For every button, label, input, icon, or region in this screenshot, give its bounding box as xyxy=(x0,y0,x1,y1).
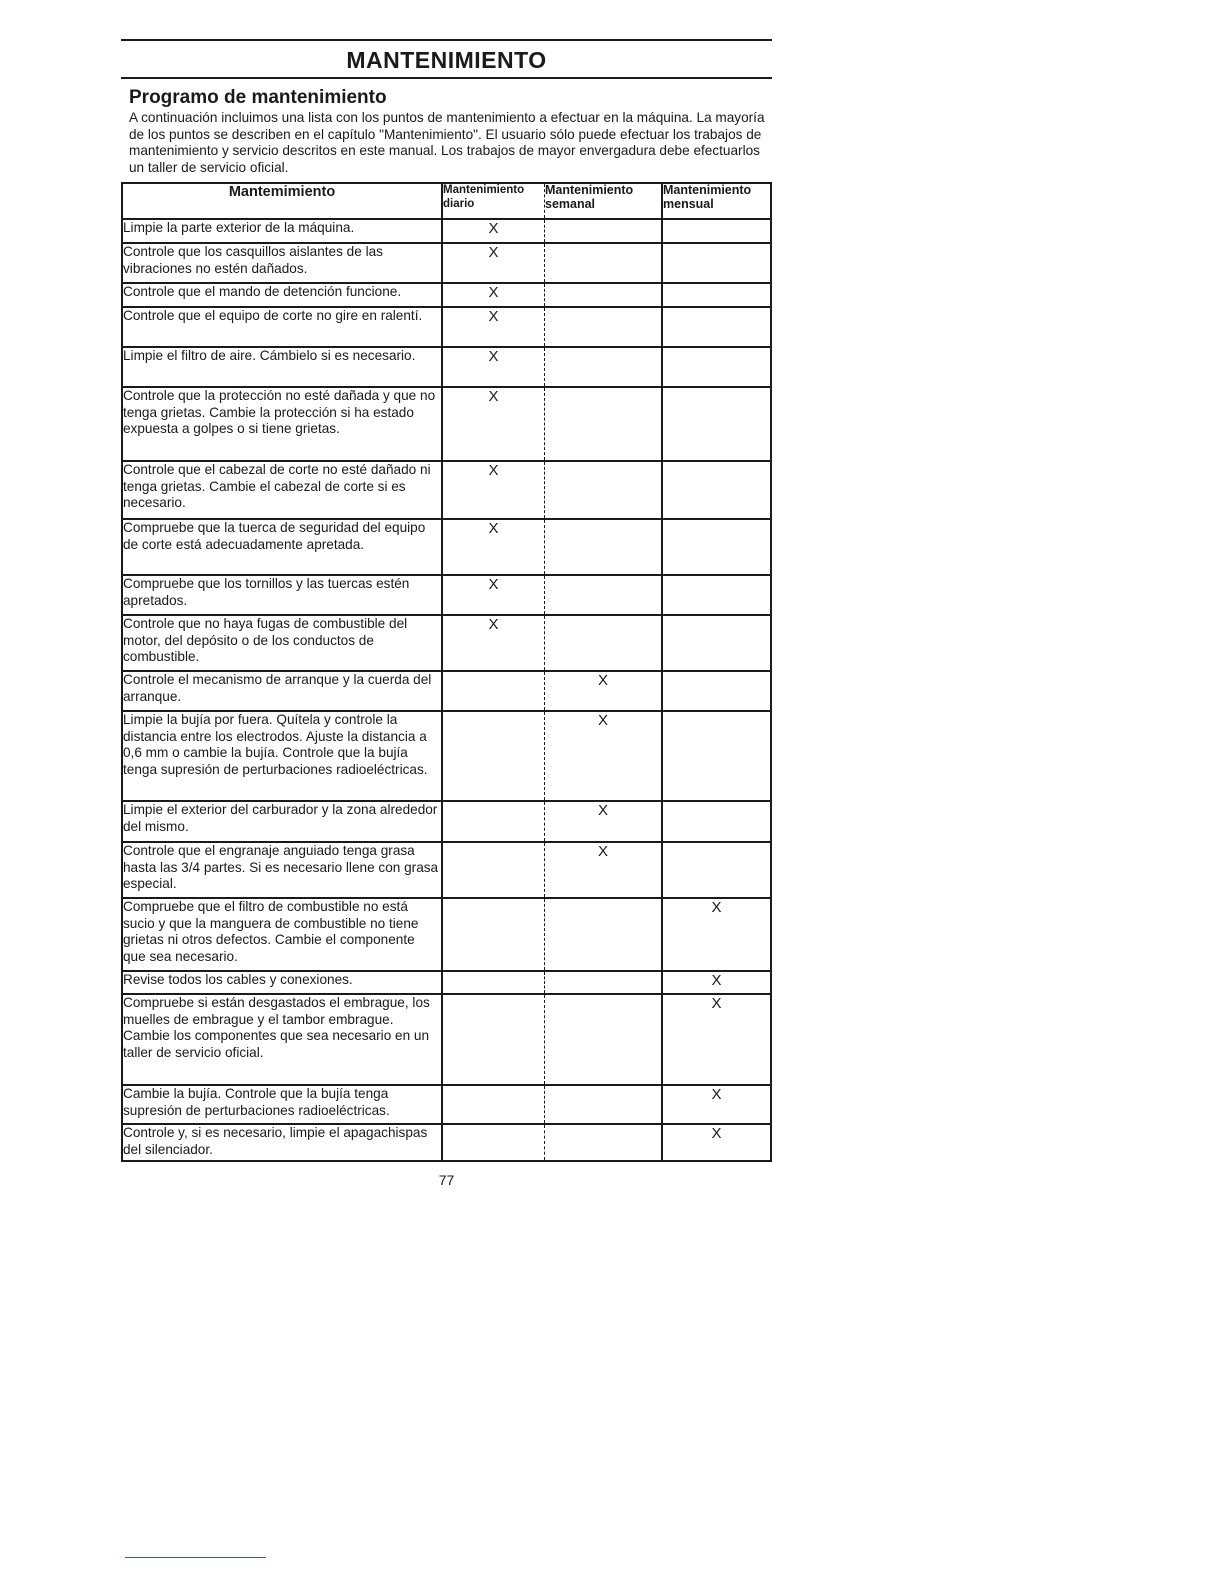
task-cell: Limpie la bujía por fuera. Quítela y controle la distancia entre los electrodos. Ajuste la distancia a 0,6 mm o cambie la bujía. Controle que la bujía tenga supresión de perturbaciones radioeléctricas. xyxy=(122,711,442,801)
monthly-mark: X xyxy=(662,1085,771,1124)
intro-paragraph: A continuación incluimos una lista con los puntos de mantenimiento a efectuar en la máquina. La mayoría de los puntos se describen en el capítulo "Mantenimiento". El usuario sólo puede efectuar los trabajos de mantenimiento y servicio descritos en este manual. Los trabajos de mayor envergadura debe efectuarlos un taller de servicio oficial. xyxy=(129,110,765,175)
monthly-mark xyxy=(662,615,771,671)
weekly-mark xyxy=(545,898,663,971)
daily-mark: X xyxy=(442,519,545,575)
daily-mark xyxy=(442,994,545,1085)
monthly-mark xyxy=(662,671,771,711)
weekly-mark: X xyxy=(545,801,663,842)
daily-mark: X xyxy=(442,307,545,347)
maintenance-schedule-table xyxy=(121,182,772,1162)
weekly-mark xyxy=(545,243,663,283)
weekly-mark xyxy=(545,283,663,307)
daily-mark: X xyxy=(442,387,545,461)
monthly-mark xyxy=(662,387,771,461)
task-cell: Controle el mecanismo de arranque y la cuerda del arranque. xyxy=(122,671,442,711)
table-row xyxy=(122,219,771,243)
task-cell: Limpie el filtro de aire. Cámbielo si es necesario. xyxy=(122,347,442,387)
daily-mark xyxy=(442,801,545,842)
daily-mark: X xyxy=(442,283,545,307)
task-cell: Cambie la bujía. Controle que la bujía tenga supresión de perturbaciones radioeléctricas. xyxy=(122,1085,442,1124)
table-row xyxy=(122,801,771,842)
daily-mark xyxy=(442,898,545,971)
weekly-mark: X xyxy=(545,842,663,898)
monthly-mark: X xyxy=(662,971,771,994)
monthly-mark xyxy=(662,801,771,842)
monthly-mark: X xyxy=(662,1124,771,1161)
daily-mark: X xyxy=(442,347,545,387)
table-row xyxy=(122,1124,771,1161)
weekly-mark: X xyxy=(545,671,663,711)
task-cell: Limpie la parte exterior de la máquina. xyxy=(122,219,442,243)
task-cell: Revise todos los cables y conexiones. xyxy=(122,971,442,994)
section-title: Programo de mantenimiento xyxy=(129,87,387,108)
monthly-mark xyxy=(662,519,771,575)
table-row xyxy=(122,307,771,347)
task-cell: Controle que el equipo de corte no gire en ralentí. xyxy=(122,307,442,347)
table-header-row xyxy=(122,183,771,219)
page-number: 77 xyxy=(438,1172,455,1188)
document-page xyxy=(121,39,772,1188)
task-cell: Controle que no haya fugas de combustible del motor, del depósito o de los conductos de combustible. xyxy=(122,615,442,671)
daily-mark xyxy=(442,1085,545,1124)
daily-mark xyxy=(442,842,545,898)
task-cell: Controle que el engranaje anguiado tenga grasa hasta las 3/4 partes. Si es necesario llene con grasa especial. xyxy=(122,842,442,898)
header-task: Mantemimiento xyxy=(122,183,442,219)
daily-mark xyxy=(442,671,545,711)
table-row xyxy=(122,994,771,1085)
monthly-mark: X xyxy=(662,898,771,971)
weekly-mark xyxy=(545,219,663,243)
table-row xyxy=(122,842,771,898)
daily-mark: X xyxy=(442,615,545,671)
monthly-mark xyxy=(662,461,771,519)
weekly-mark xyxy=(545,615,663,671)
daily-mark xyxy=(442,1124,545,1161)
daily-mark: X xyxy=(442,461,545,519)
task-cell: Controle que el mando de detención funcione. xyxy=(122,283,442,307)
table-row xyxy=(122,575,771,615)
monthly-mark xyxy=(662,347,771,387)
monthly-mark xyxy=(662,711,771,801)
daily-mark: X xyxy=(442,575,545,615)
task-cell: Controle que los casquillos aislantes de las vibraciones no estén dañados. xyxy=(122,243,442,283)
task-cell: Compruebe que la tuerca de seguridad del equipo de corte está adecuadamente apretada. xyxy=(122,519,442,575)
monthly-mark xyxy=(662,842,771,898)
weekly-mark: X xyxy=(545,711,663,801)
task-cell: Controle que la protección no esté dañada y que no tenga grietas. Cambie la protección si ha estado expuesta a golpes o si tiene grietas. xyxy=(122,387,442,461)
weekly-mark xyxy=(545,461,663,519)
daily-mark xyxy=(442,971,545,994)
table-row xyxy=(122,519,771,575)
table-row xyxy=(122,243,771,283)
table-row xyxy=(122,971,771,994)
header-daily: Mantenimiento diario xyxy=(442,183,545,219)
table-row xyxy=(122,347,771,387)
monthly-mark xyxy=(662,219,771,243)
weekly-mark xyxy=(545,387,663,461)
daily-mark: X xyxy=(442,243,545,283)
monthly-mark: X xyxy=(662,994,771,1085)
footer-link-line xyxy=(125,1557,266,1558)
monthly-mark xyxy=(662,243,771,283)
table-row xyxy=(122,615,771,671)
header-weekly: Mantenimiento semanal xyxy=(545,183,663,219)
table-row xyxy=(122,898,771,971)
monthly-mark xyxy=(662,283,771,307)
task-cell: Compruebe si están desgastados el embrague, los muelles de embrague y el tambor embrague. Cambie los componentes que sea necesario en un taller de servicio oficial. xyxy=(122,994,442,1085)
table-row xyxy=(122,283,771,307)
weekly-mark xyxy=(545,994,663,1085)
daily-mark: X xyxy=(442,219,545,243)
weekly-mark xyxy=(545,971,663,994)
weekly-mark xyxy=(545,307,663,347)
page-title: MANTENIMIENTO xyxy=(346,47,547,73)
weekly-mark xyxy=(545,1085,663,1124)
weekly-mark xyxy=(545,347,663,387)
header-monthly: Mantenimiento mensual xyxy=(662,183,771,219)
title-bottom-rule xyxy=(121,77,772,79)
table-row xyxy=(122,1085,771,1124)
daily-mark xyxy=(442,711,545,801)
monthly-mark xyxy=(662,575,771,615)
weekly-mark xyxy=(545,1124,663,1161)
table-row xyxy=(122,387,771,461)
table-row xyxy=(122,711,771,801)
monthly-mark xyxy=(662,307,771,347)
task-cell: Controle que el cabezal de corte no esté dañado ni tenga grietas. Cambie el cabezal de corte si es necesario. xyxy=(122,461,442,519)
task-cell: Controle y, si es necesario, limpie el apagachispas del silenciador. xyxy=(122,1124,442,1161)
task-cell: Limpie el exterior del carburador y la zona alrededor del mismo. xyxy=(122,801,442,842)
weekly-mark xyxy=(545,575,663,615)
table-row xyxy=(122,461,771,519)
task-cell: Compruebe que el filtro de combustible no está sucio y que la manguera de combustible no tiene grietas ni otros defectos. Cambie el componente que sea necesario. xyxy=(122,898,442,971)
weekly-mark xyxy=(545,519,663,575)
task-cell: Compruebe que los tornillos y las tuercas estén apretados. xyxy=(122,575,442,615)
table-row xyxy=(122,671,771,711)
